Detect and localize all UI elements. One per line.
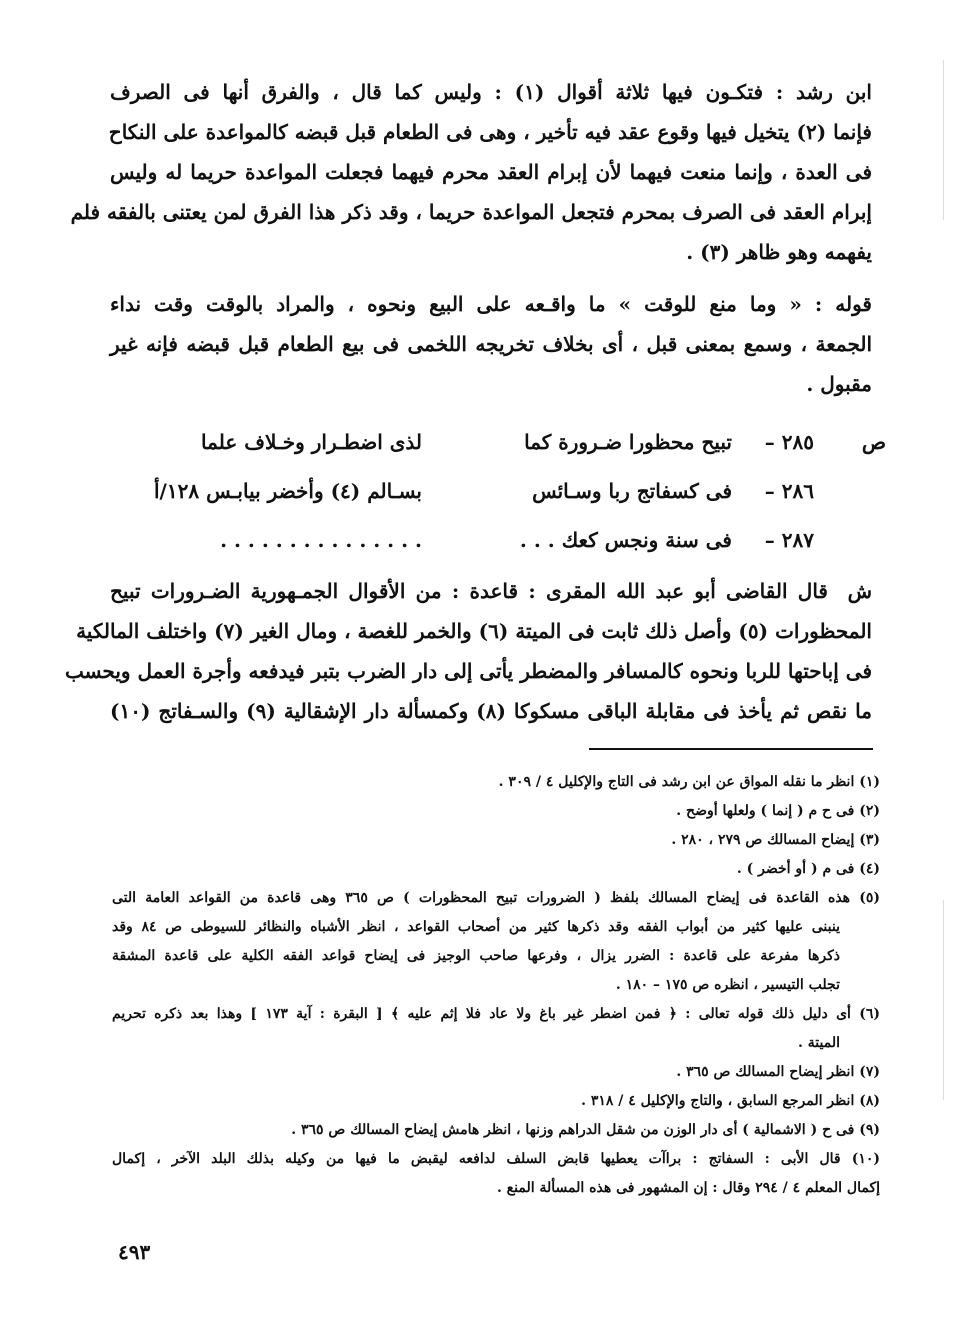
text-line: فإنما (٢) يتخيل فيها وقوع عقد فيه تأخير ، وهى فى الطعام قبل قبضه كالمواعدة على النكاح [108, 120, 872, 144]
footnote-line: (١) انظر ما نقله المواق عن ابن رشد فى التاج والإكليل ٤ / ٣٠٩ . [498, 774, 880, 790]
verse-block [110, 418, 886, 565]
verse-number: ٢٨٥ – [764, 430, 814, 454]
text-line-content: قال القاضى أبو عبد الله المقرى : قاعدة : من الأقوال الجمـهورية الضـرورات تبيح [110, 579, 828, 603]
text-line: فى العدة ، وإنما منعت فيهما لأن إبرام العقد محرم فيهما فجعلت المواعدة حريما له وليس [110, 160, 872, 184]
verse-number: ٢٨٧ – [764, 528, 814, 552]
sharh-marker: ش [847, 579, 872, 603]
verse-286 [110, 467, 872, 516]
scan-edge-mark [943, 60, 944, 220]
footnote-line: (٢) فى ح م ( إنما ) ولعلها أوضح . [676, 803, 880, 819]
footnote-line: إكمال المعلم ٤ / ٢٩٤ وقال : إن المشهور فى هذه المسألة المنع . [496, 1180, 880, 1196]
footnote-7 [112, 1058, 880, 1087]
text-line: يفهمه وهو ظاهر (٣) . [686, 240, 872, 264]
text-line: الجمعة ، وسمع بمعنى قبل ، أى بخلاف تخريجه اللخمى فى بيع الطعام قبل قبضه فإنه غير [110, 332, 872, 356]
footnote-line: (٤) فى م ( أو أخضر ) . [736, 861, 880, 877]
footnote-2 [112, 797, 880, 826]
text-line: المحظورات (٥) وأصل ذلك ثابت فى الميتة (٦) والخمر للغصة ، ومال الغير (٧) واختلف المالكية [76, 619, 872, 643]
verse-hemistich-first: فى سنة ونجس كعك . . . [519, 528, 732, 552]
footnote-5 [112, 884, 880, 1000]
text-line: فى إباحتها للربا ونحوه كالمسافر والمضطر يأتى إلى دار الضرب بتبر فيدفعه وأجرة العمل ويحسب [64, 659, 872, 683]
footnote-separator [589, 748, 873, 750]
page-number: ٤٩٣ [118, 1240, 151, 1264]
text-line: ما نقص ثم يأخذ فى مقابلة الباقى مسكوكا (٨) وكمسألة دار الإشقالية (٩) والسـفاتج (١٠) [110, 699, 872, 723]
footnote-line: (٩) فى ح ( الاشمالية ) أى دار الوزن من شقل الدراهم وزنها ، انظر هامش إيضاح المسالك ص ٣٦٥ . [291, 1122, 880, 1138]
footnotes [112, 768, 880, 1203]
footnote-6 [112, 1000, 880, 1058]
verse-hemistich-first: تبيح محظورا ضـرورة كما [524, 430, 732, 454]
verse-hemistich-first: فى كسفاتج ربا وسـائس [532, 479, 732, 503]
paragraph-sharh [64, 571, 872, 731]
text-line [110, 571, 872, 611]
footnote-line: تجلب التيسير ، انظره ص ١٧٥ – ١٨٠ . [615, 977, 840, 993]
footnote-8 [112, 1087, 880, 1116]
text-line: مقبول . [806, 372, 872, 396]
footnote-9 [112, 1116, 880, 1145]
footnote-line: (١٠) قال الأبى : السفاتج : براآت يعطيها قابض السلف لدافعه ليقبض ما فيها من وكيله بذلك البلد الآخر ، إكمال [112, 1151, 880, 1167]
verse-hemistich-second: بسـالم (٤) وأخضر بيابـس ١٢٨/أ [154, 479, 422, 503]
footnote-10 [112, 1145, 880, 1203]
text-line: ابن رشد : فتكـون فيها ثلاثة أقوال (١) : وليس كما قال ، والفرق أنها فى الصرف [110, 80, 872, 104]
footnote-line: (٨) انظر المرجع السابق ، والتاج والإكليل ٤ / ٣١٨ . [581, 1093, 880, 1109]
footnote-line: الميتة . [798, 1035, 840, 1051]
text-line: قوله : « وما منع للوقت » ما واقـعه على البيع ونحوه ، والمراد بالوقت وقت نداء [110, 292, 872, 316]
footnote-line: (٦) أى دليل ذلك قوله تعالى : ﴿ فمن اضطر غير باغ ولا عاد فلا إثم عليه ﴾ [ البقرة : آية ١٧٣ ] وهذا بعد ذكره تحريم [112, 1006, 880, 1022]
scan-edge-mark [943, 900, 944, 1100]
footnote-4 [112, 855, 880, 884]
verse-285 [110, 418, 886, 467]
paragraph-ibn-rushd [70, 72, 872, 272]
footnote-line: ينبنى عليها كثير من أبواب الفقه وقد ذكرها كثير من أصحاب القواعد ، انظر الأشباه والنظائر للسيوطى ص ٨٤ وقد [112, 919, 840, 935]
verse-hemistich-second: . . . . . . . . . . . . . . . [220, 528, 422, 552]
footnote-3 [112, 826, 880, 855]
verse-number: ٢٨٦ – [764, 479, 814, 503]
verse-marker: ص [861, 430, 886, 454]
verse-287 [110, 516, 872, 565]
footnote-line: ذكرها مفرعة على قاعدة : الضرر يزال ، وفرعها صاحب الوجيز فى إيضاح قواعد الفقه الكلية على قاعدة المشقة [112, 948, 840, 964]
text-line: إبرام العقد فى الصرف بمحرم فتجعل المواعدة حريما ، وقد ذكر هذا الفرق لمن يعتنى بالفقه فلم [70, 200, 872, 224]
footnote-line: (٥) هذه القاعدة فى إيضاح المسالك بلفظ ( الضرورات تبيح المحظورات ) ص ٣٦٥ وهى قاعدة من القواعد العامة التى [112, 890, 881, 906]
main-text [64, 72, 886, 731]
footnote-line: (٧) انظر إيضاح المسالك ص ٣٦٥ . [676, 1064, 880, 1080]
verse-hemistich-second: لذى اضطـرار وخـلاف علما [201, 430, 422, 454]
paragraph-qawluhu [110, 284, 872, 404]
footnote-line: (٣) إيضاح المسالك ص ٢٧٩ ، ٢٨٠ . [671, 832, 880, 848]
footnote-1 [112, 768, 880, 797]
